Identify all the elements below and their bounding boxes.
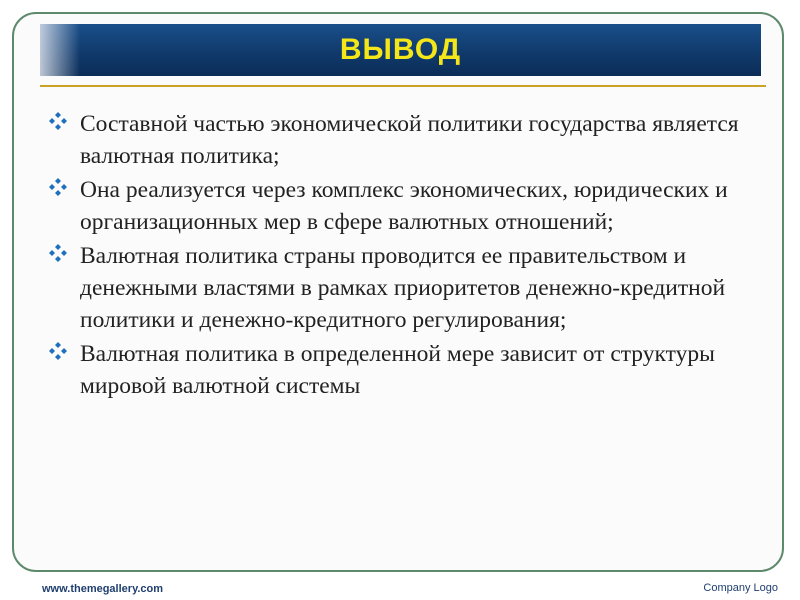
title-underline bbox=[40, 85, 766, 87]
bullet-list bbox=[48, 108, 760, 404]
list-item bbox=[48, 174, 760, 238]
list-item bbox=[48, 240, 760, 336]
footer-website: www.themegallery.com bbox=[42, 583, 164, 595]
list-item bbox=[48, 338, 760, 402]
four-diamond-icon bbox=[48, 111, 68, 131]
slide-title: ВЫВОД bbox=[339, 33, 462, 66]
bullet-text: Составной частью экономической политики государства является валютная политика; bbox=[80, 111, 739, 169]
bullet-text: Валютная политика в определенной мере зависит от структуры мировой валютной системы bbox=[80, 341, 715, 399]
bullet-text: Она реализуется через комплекс экономических, юридических и организационных мер в сфере валютных отношений; bbox=[80, 177, 728, 235]
bullet-text: Валютная политика страны проводится ее правительством и денежными властями в рамках приоритетов денежно-кредитной политики и денежно-кредитного регулирования; bbox=[80, 243, 726, 333]
list-item bbox=[48, 108, 760, 172]
footer-company-logo: Company Logo bbox=[703, 582, 778, 594]
four-diamond-icon bbox=[48, 341, 68, 361]
four-diamond-icon bbox=[48, 243, 68, 263]
four-diamond-icon bbox=[48, 177, 68, 197]
